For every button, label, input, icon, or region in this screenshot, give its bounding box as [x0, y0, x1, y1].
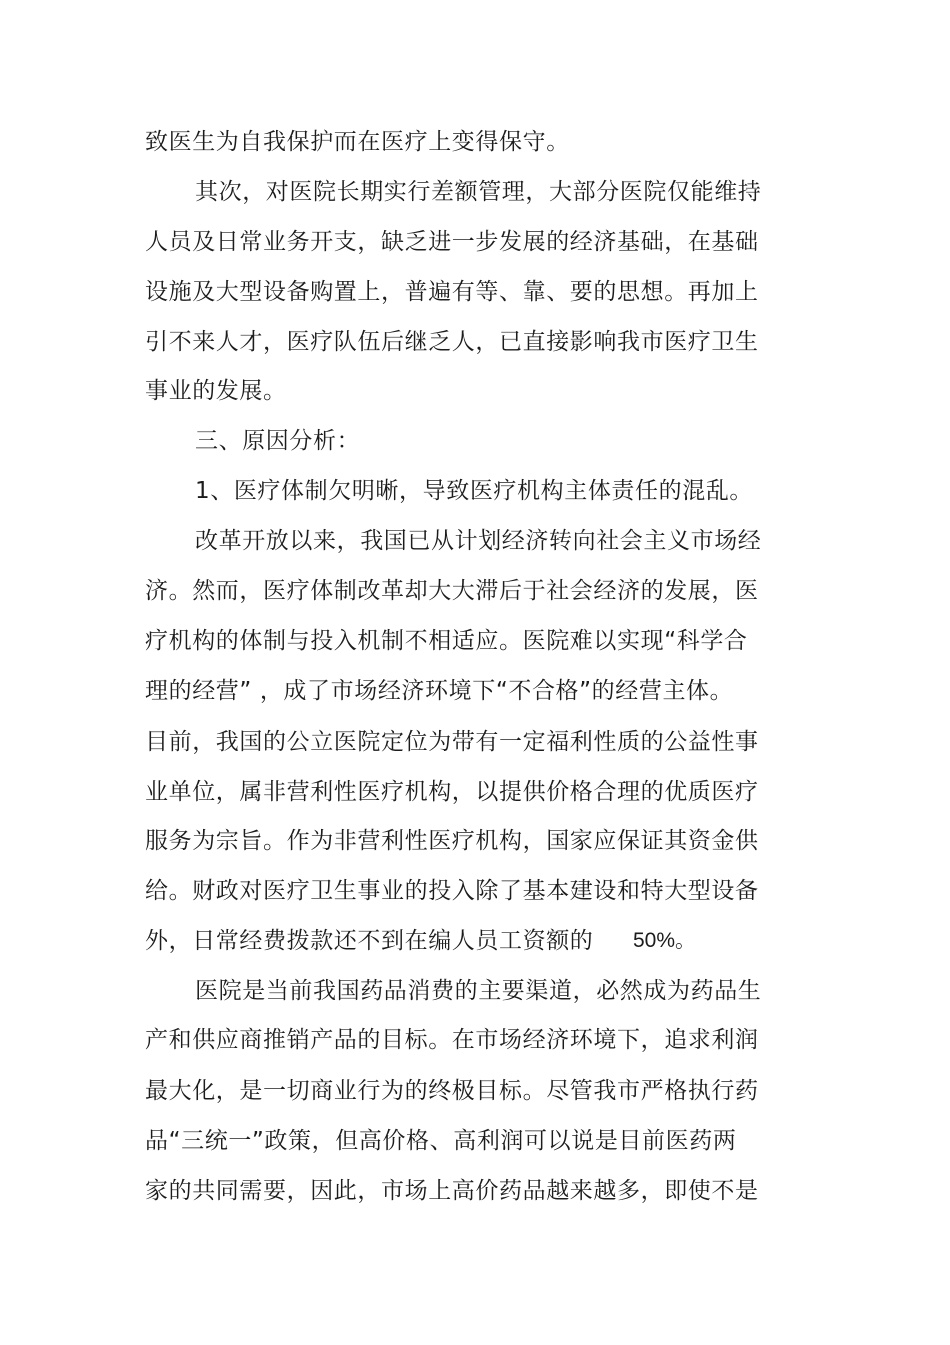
text-line: 目前，我国的公立医院定位为带有一定福利性质的公益性事 [145, 729, 759, 755]
percent-value: 50%。 [633, 929, 697, 952]
text-line: 理的经营” ，成了市场经济环境下“不合格”的经营主体。 [145, 678, 734, 704]
paragraph-start-line: 其次，对医院长期实行差额管理，大部分医院仅能维持 [195, 179, 762, 205]
text-line: 疗机构的体制与投入机制不相适应。医院难以实现“科学合 [145, 628, 748, 654]
text-line: 济。然而，医疗体制改革却大大滞后于社会经济的发展，医 [145, 578, 759, 604]
text-line: 设施及大型设备购置上，普遍有等、靠、要的思想。再加上 [145, 279, 759, 305]
paragraph-start-line: 改革开放以来，我国已从计划经济转向社会主义市场经 [195, 528, 762, 554]
text-line: 人员及日常业务开支，缺乏进一步发展的经济基础，在基础 [145, 229, 759, 255]
text-line: 业单位，属非营利性医疗机构，以提供价格合理的优质医疗 [145, 779, 759, 805]
text-line: 家的共同需要，因此，市场上高价药品越来越多，即使不是 [145, 1178, 759, 1204]
section-heading: 三、原因分析： [195, 428, 361, 454]
subsection-heading: 1、医疗体制欠明晰，导致医疗机构主体责任的混乱。 [195, 478, 754, 504]
text-line: 服务为宗旨。作为非营利性医疗机构，国家应保证其资金供 [145, 828, 759, 854]
text-line: 外，日常经费拨款还不到在编人员工资额的 [145, 928, 594, 954]
text-line: 事业的发展。 [145, 378, 287, 404]
text-line: 最大化，是一切商业行为的终极目标。尽管我市严格执行药 [145, 1078, 759, 1104]
text-line: 给。财政对医疗卫生事业的投入除了基本建设和特大型设备 [145, 878, 759, 904]
text-line: 产和供应商推销产品的目标。在市场经济环境下，追求利润 [145, 1027, 759, 1053]
paragraph-start-line: 医院是当前我国药品消费的主要渠道，必然成为药品生 [195, 978, 762, 1004]
text-line: 引不来人才，医疗队伍后继乏人，已直接影响我市医疗卫生 [145, 329, 759, 355]
text-line: 品“三统一”政策，但高价格、高利润可以说是目前医药两 [145, 1128, 737, 1154]
text-line: 致医生为自我保护而在医疗上变得保守。 [145, 129, 570, 155]
